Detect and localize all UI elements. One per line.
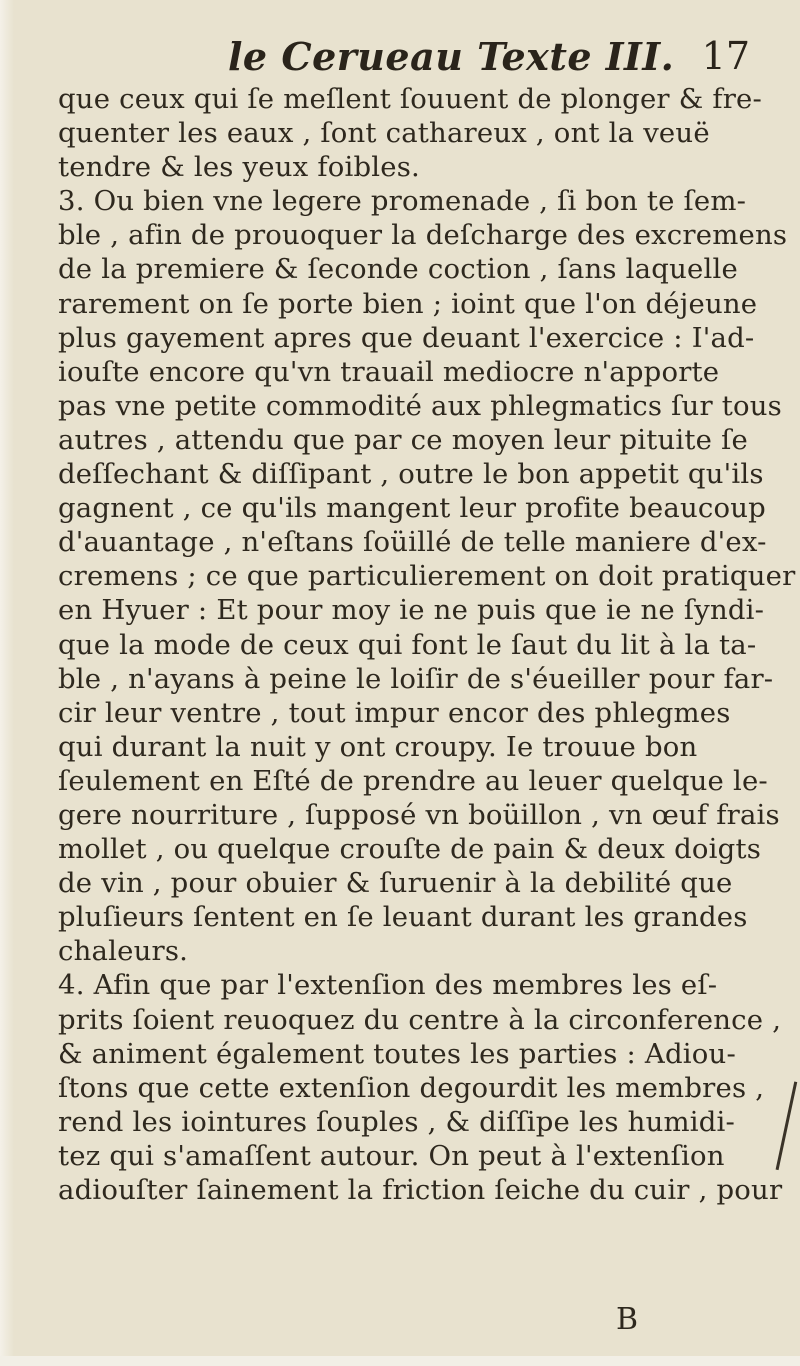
text-line: en Hyuer : Et pour moy ie ne puis que ie ne ſyndi- — [58, 594, 765, 627]
signature-mark: B — [616, 1302, 639, 1337]
text-line: plus gayement apres que deuant l'exercice : I'ad- — [58, 321, 755, 354]
running-title: le Cerueau Texte III. — [228, 34, 675, 79]
text-line: d'auantage , n'eſtans ſoüillé de telle maniere d'ex- — [58, 526, 767, 559]
text-line: ble , afin de prouoquer la deſcharge des excremens — [58, 219, 788, 252]
text-line: & animent également toutes les parties : Adiou- — [58, 1037, 736, 1070]
text-line: rend les iointures ſouples , & diſſipe les humidi- — [58, 1105, 736, 1138]
page-header — [228, 26, 750, 78]
page-number: 17 — [701, 34, 750, 78]
text-line: quenter les eaux , ſont cathareux , ont la veuë — [58, 117, 710, 150]
text-line: de la premiere & ſeconde coction , ſans laquelle — [58, 253, 738, 286]
text-line: autres , attendu que par ce moyen leur pituite ſe — [58, 423, 748, 456]
text-line: pas vne petite commodité aux phlegmatics ſur tous — [58, 389, 782, 422]
text-line: 4. Afin que par l'extenſion des membres les eſ- — [58, 969, 718, 1002]
text-line: adiouſter ſainement la friction ſeiche du cuir , pour — [58, 1174, 783, 1206]
page-left-edge — [0, 0, 14, 1366]
text-line: mollet , ou quelque crouſte de pain & deux doigts — [58, 833, 762, 866]
text-line: tendre & les yeux foibles. — [58, 151, 420, 184]
text-line: pluſieurs ſentent en ſe leuant durant les grandes — [58, 901, 748, 934]
text-line: ſtons que cette extenſion degourdit les membres , — [58, 1071, 765, 1104]
text-line: cir leur ventre , tout impur encor des phlegmes — [58, 696, 731, 729]
text-line: de vin , pour obuier & ſuruenir à la debilité que — [58, 867, 733, 900]
text-line: tez qui s'amaſſent autour. On peut à l'extenſion — [58, 1139, 725, 1172]
text-line: chaleurs. — [58, 935, 189, 968]
text-line: gere nourriture , ſupposé vn boüillon , vn œuf frais — [58, 798, 780, 831]
text-line: 3. Ou bien vne legere promenade , ſi bon te ſem- — [58, 185, 747, 218]
body-text — [58, 82, 796, 1207]
text-line: que la mode de ceux qui font le ſaut du lit à la ta- — [58, 628, 757, 661]
text-line: qui durant la nuit y ont croupy. Ie trouue bon — [58, 730, 698, 763]
text-line: deſſechant & diſſipant , outre le bon appetit qu'ils — [58, 458, 764, 491]
page-bottom-edge — [0, 1356, 800, 1366]
text-line: que ceux qui ſe meſlent ſouuent de plonger & fre- — [58, 83, 763, 115]
text-line: rarement on ſe porte bien ; ioint que l'on déjeune — [58, 287, 758, 320]
text-line: iouſte encore qu'vn trauail mediocre n'apporte — [58, 355, 720, 388]
page-tear-mark — [768, 1080, 797, 1170]
text-line: prits ſoient reuoquez du centre à la circonference , — [58, 1003, 782, 1036]
text-line: ble , n'ayans à peine le loiſir de s'éueiller pour far- — [58, 662, 774, 695]
text-line: ſeulement en Eſté de prendre au leuer quelque le- — [58, 764, 768, 797]
text-line: cremens ; ce que particulierement on doit pratiquer — [58, 560, 796, 593]
text-line: gagnent , ce qu'ils mangent leur profite beaucoup — [58, 492, 766, 525]
